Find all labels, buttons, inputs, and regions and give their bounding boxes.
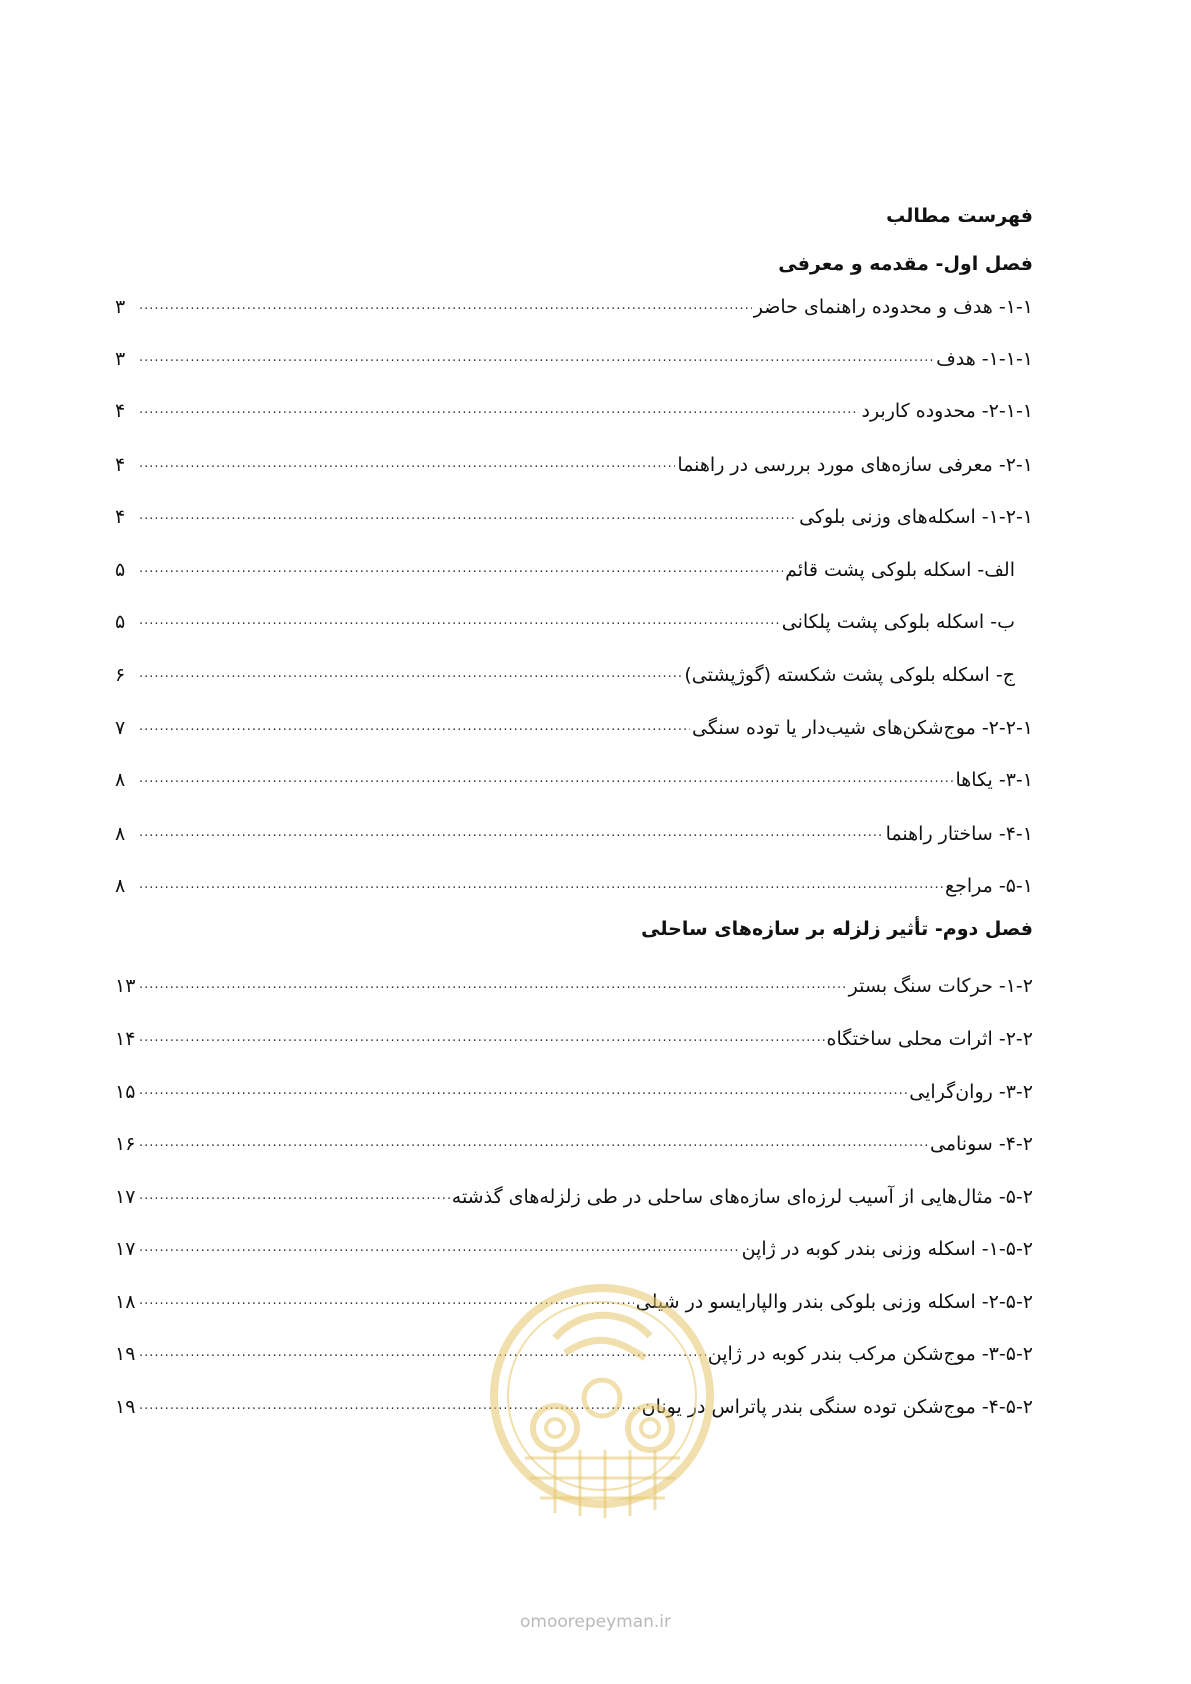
toc-entry[interactable]: [115, 709, 1033, 739]
toc-entry-text: ب- اسکله بلوکی پشت پلکانی: [781, 611, 1015, 633]
toc-page-number: ۷: [115, 717, 126, 739]
toc-entry-text: ۵-۱- مراجع: [945, 875, 1033, 897]
toc-leader-dots: [139, 298, 752, 313]
toc-page-number: ۱۴: [115, 1028, 136, 1050]
toc-entry-text: ۲-۵-۲- اسکله وزنی بلوکی بندر والپارایسو در شیلی: [635, 1291, 1033, 1313]
toc-leader-dots: [139, 1083, 907, 1098]
toc-entry-text: ۲-۲- اثرات محلی ساختگاه: [826, 1028, 1033, 1050]
toc-entry-text: ۳-۲- روان‌گرایی: [909, 1081, 1033, 1103]
toc-entry[interactable]: [115, 1020, 1033, 1050]
gear-icon: [533, 1380, 672, 1450]
toc-page-number: ۱۵: [115, 1081, 136, 1103]
toc-entry-text: ۲-۲-۱- موج‌شکن‌های شیب‌دار یا توده سنگی: [692, 717, 1033, 739]
toc-entry-text: ۱-۲-۱- اسکله‌های وزنی بلوکی: [799, 506, 1033, 528]
toc-entry-text: ۵-۲- مثال‌هایی از آسیب لرزه‌ای سازه‌های ساحلی در طی زلزله‌های گذشته: [451, 1186, 1033, 1208]
toc-entry[interactable]: [115, 1073, 1033, 1103]
toc-entry[interactable]: [115, 1230, 1033, 1260]
toc-entry[interactable]: [115, 551, 1015, 581]
toc-entry[interactable]: [115, 815, 1033, 845]
toc-leader-dots: [139, 1030, 825, 1045]
toc-page-number: ۳: [115, 348, 126, 370]
watermark-site: omoorepeyman.ir: [519, 1612, 672, 1632]
toc-entry-text: ۲-۱-۱- محدوده کاربرد: [861, 400, 1033, 422]
toc-entry-text: الف- اسکله بلوکی پشت قائم: [785, 559, 1015, 581]
toc-title: فهرست مطالب: [886, 205, 1033, 227]
toc-entry[interactable]: [115, 1125, 1033, 1155]
toc-entry[interactable]: [115, 288, 1033, 318]
toc-page-number: ۶: [115, 664, 126, 686]
watermark-seal-logo: [485, 1278, 720, 1553]
toc-entry[interactable]: [115, 656, 1015, 686]
toc-entry-text: ۱-۵-۲- اسکله وزنی بندر کوبه در ژاپن: [741, 1238, 1033, 1260]
toc-entry-text: ج- اسکله بلوکی پشت شکسته (گوژپشتی): [684, 664, 1015, 686]
toc-leader-dots: [139, 877, 943, 892]
toc-leader-dots: [139, 719, 690, 734]
toc-entry[interactable]: [115, 603, 1015, 633]
toc-leader-dots: [139, 456, 675, 471]
toc-entry-text: ۱-۲- حرکات سنگ بستر: [848, 975, 1033, 997]
toc-page-number: ۱۸: [115, 1291, 136, 1313]
toc-leader-dots: [139, 977, 847, 992]
toc-page-number: ۱۹: [115, 1343, 136, 1365]
toc-leader-dots: [139, 666, 682, 681]
toc-leader-dots: [139, 561, 783, 576]
toc-entry[interactable]: [115, 446, 1033, 476]
toc-leader-dots: [139, 350, 934, 365]
toc-page-number: ۸: [115, 875, 126, 897]
toc-page-number: ۸: [115, 823, 126, 845]
toc-page-number: ۱۷: [115, 1238, 136, 1260]
toc-entry[interactable]: [115, 392, 1033, 422]
toc-page-number: ۵: [115, 611, 126, 633]
chapter-heading-1: فصل اول- مقدمه و معرفی: [778, 253, 1033, 275]
toc-page-number: ۱۷: [115, 1186, 136, 1208]
toc-page-number: ۳: [115, 296, 126, 318]
toc-leader-dots: [139, 1188, 450, 1203]
toc-page-number: ۴: [115, 400, 126, 422]
toc-page-number: ۴: [115, 506, 126, 528]
toc-entry[interactable]: [115, 340, 1033, 370]
toc-entry[interactable]: [115, 967, 1033, 997]
toc-leader-dots: [139, 771, 953, 786]
toc-entry-text: ۱-۱-۱- هدف: [936, 348, 1033, 370]
toc-leader-dots: [139, 1135, 928, 1150]
toc-entry-text: ۳-۵-۲- موج‌شکن مرکب بندر کوبه در ژاپن: [707, 1343, 1033, 1365]
toc-page-number: ۱۳: [115, 975, 136, 997]
toc-entry[interactable]: [115, 761, 1033, 791]
toc-entry-text: ۴-۵-۲- موج‌شکن توده سنگی بندر پاتراس در یونان: [641, 1396, 1033, 1418]
toc-leader-dots: [139, 402, 859, 417]
toc-entry-text: ۴-۲- سونامی: [929, 1133, 1033, 1155]
toc-entry-text: ۴-۱- ساختار راهنما: [885, 823, 1033, 845]
toc-leader-dots: [139, 508, 797, 523]
toc-page-number: ۱۶: [115, 1133, 136, 1155]
toc-page-number: ۴: [115, 454, 126, 476]
toc-leader-dots: [139, 613, 780, 628]
toc-page-number: ۵: [115, 559, 126, 581]
toc-entry[interactable]: [115, 498, 1033, 528]
toc-entry-text: ۱-۱- هدف و محدوده راهنمای حاضر: [753, 296, 1033, 318]
toc-entry-text: ۳-۱- یکاها: [955, 769, 1033, 791]
toc-entry-text: ۲-۱- معرفی سازه‌های مورد بررسی در راهنما: [677, 454, 1033, 476]
toc-entry[interactable]: [115, 867, 1033, 897]
chapter-heading-2: فصل دوم- تأثیر زلزله بر سازه‌های ساحلی: [641, 918, 1033, 940]
toc-leader-dots: [139, 1240, 740, 1255]
toc-entry[interactable]: [115, 1178, 1033, 1208]
toc-leader-dots: [139, 825, 884, 840]
toc-page-number: ۸: [115, 769, 126, 791]
toc-page-number: ۱۹: [115, 1396, 136, 1418]
